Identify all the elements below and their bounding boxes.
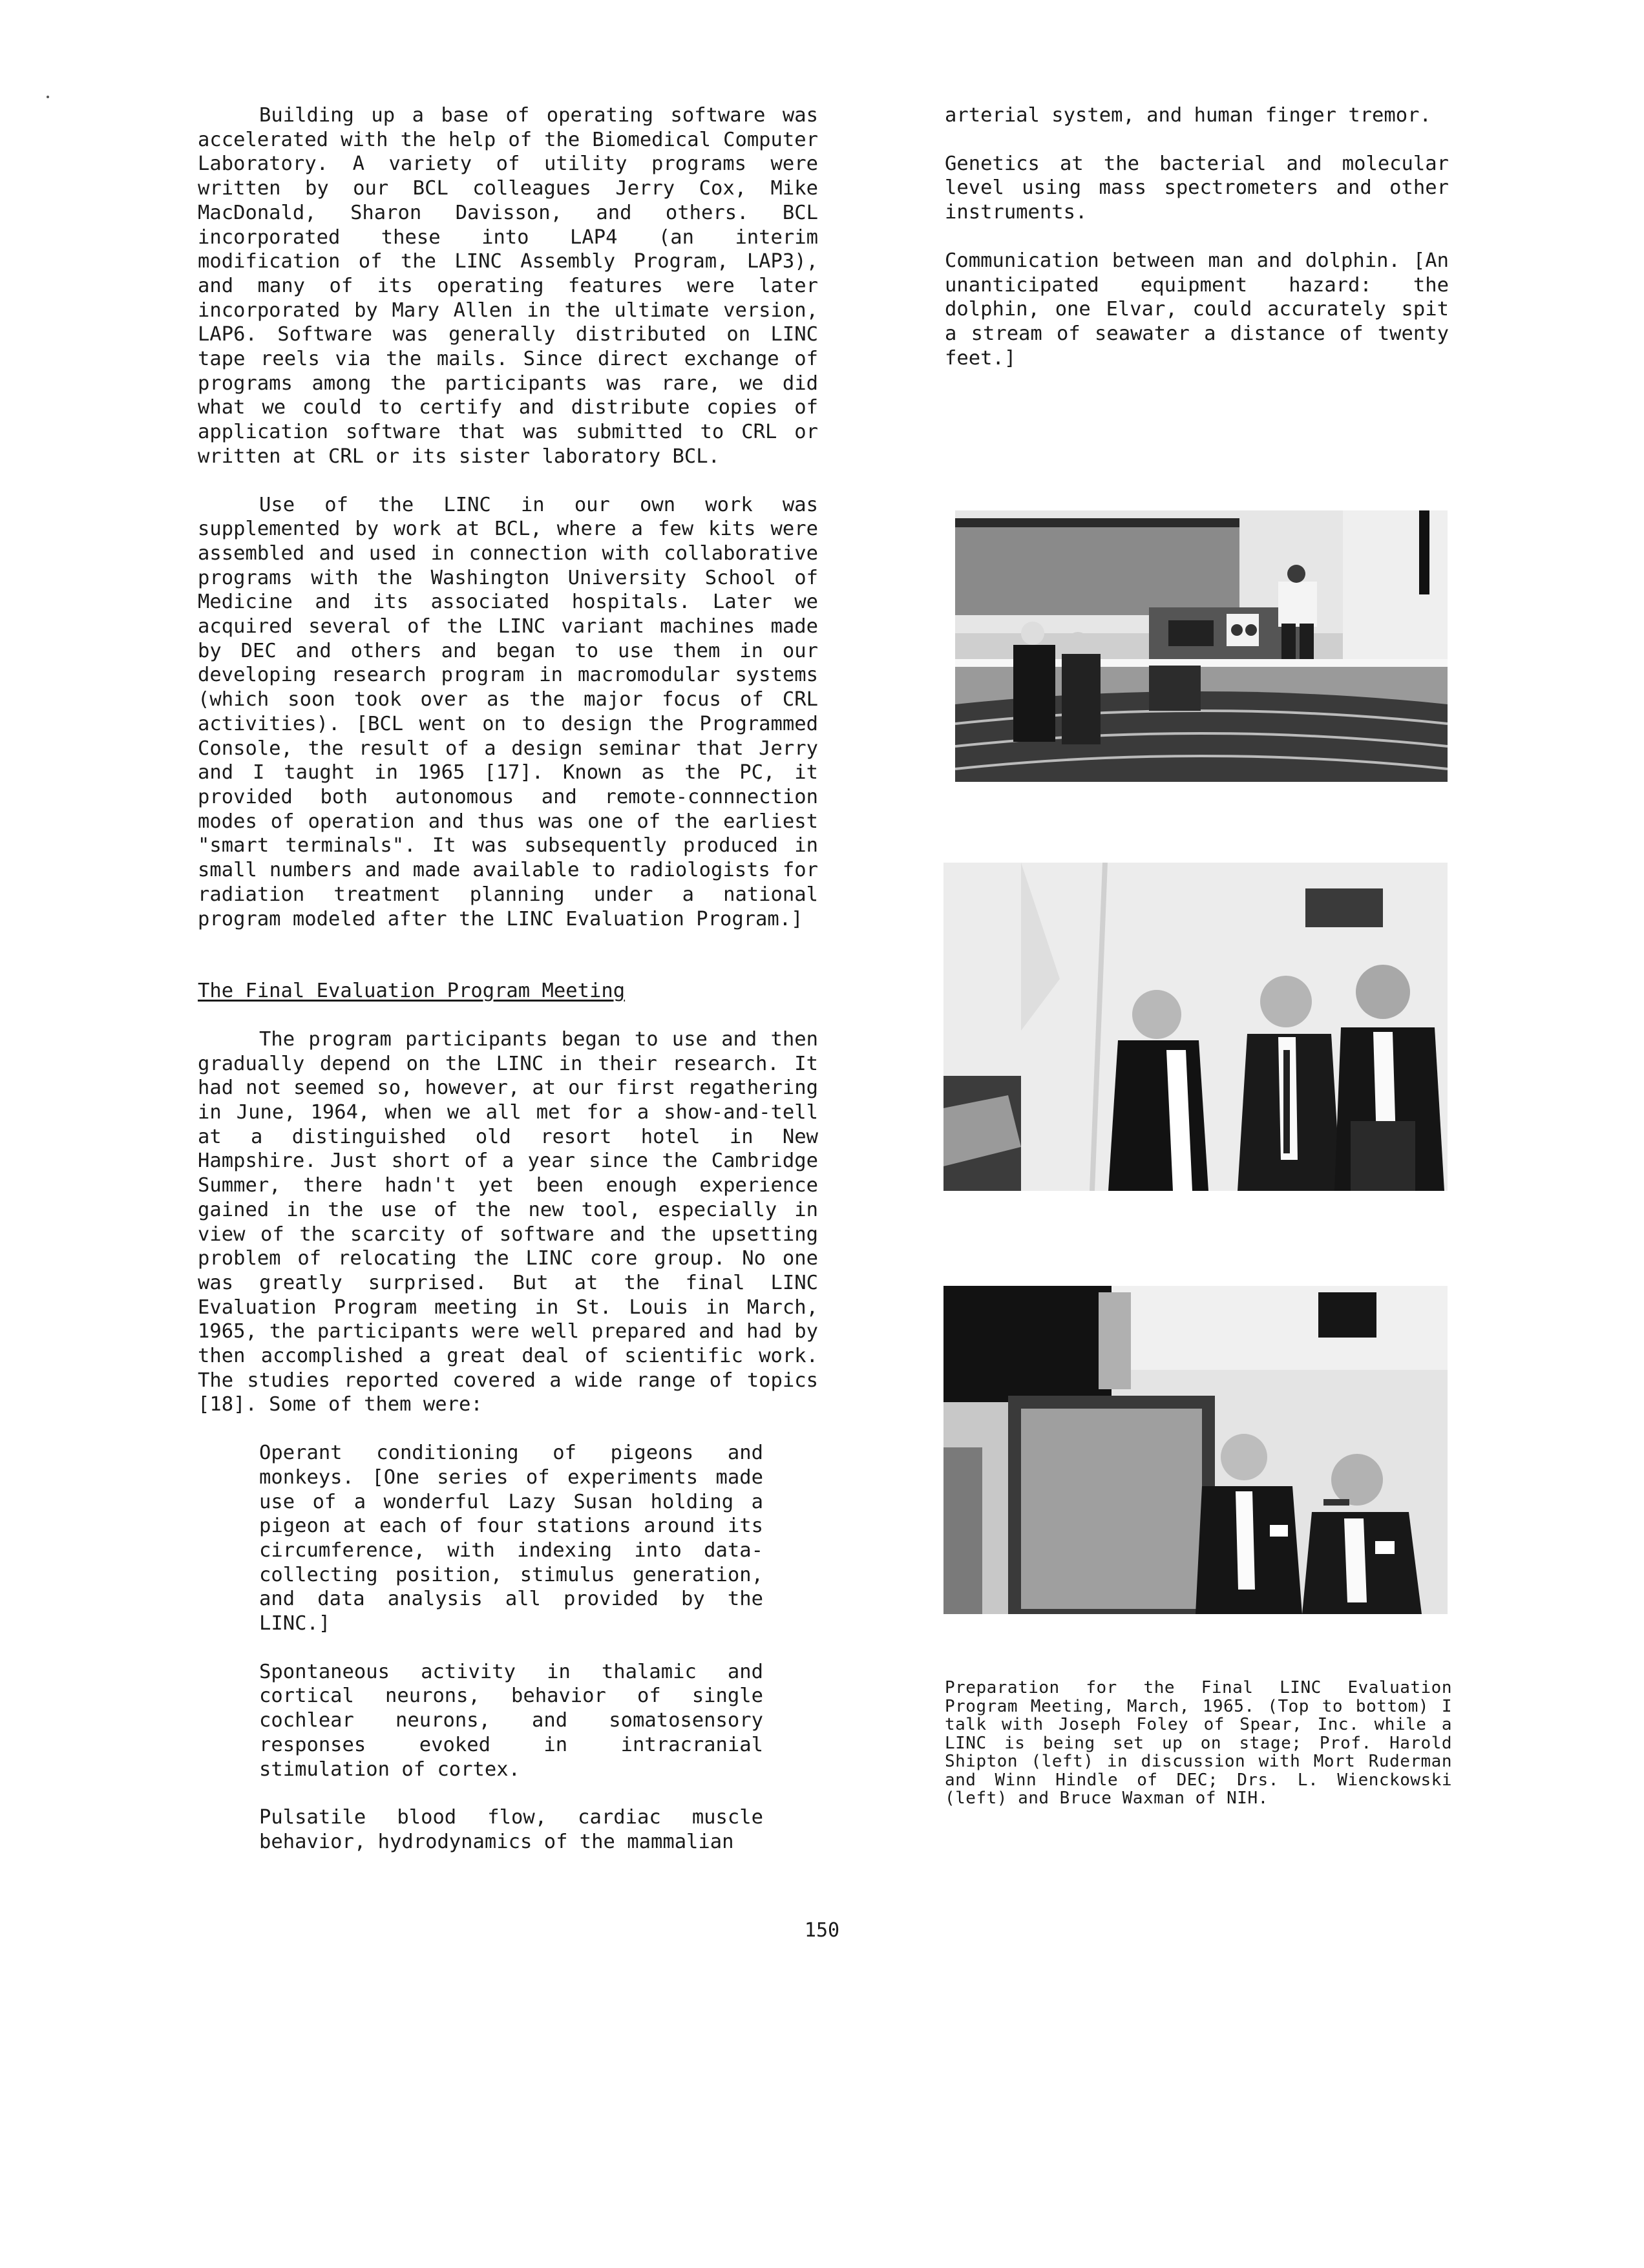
page-number: 150: [804, 1919, 840, 1942]
list-item: arterial system, and human finger tremor.: [945, 104, 1431, 127]
topic-list: [259, 1441, 763, 1854]
list-item: Spontaneous activity in thalamic and cortical neurons, behavior of single cochlear neurons, and somatosensory responses evoked in intracranial stimulation of cortex.: [259, 1660, 763, 1781]
list-item: Genetics at the bacterial and molecular level using mass spectrometers and other instruments.: [945, 152, 1449, 224]
right-column: [945, 103, 1449, 370]
paragraph-software: Building up a base of operating software was accelerated with the help of the Biomedical Computer Laboratory. A variety of utility programs were written by our BCL colleagues Jerry Cox, Mike MacDonald, Sharon Davisson, and others. BCL incorporated these into LAP4 (an interim modification of the LINC Assembly Program, LAP3), and many of its operating features were later incorporated by Mary Allen in the ultimate version, LAP6. Software was generally distributed on LINC tape reels via the mails. Since direct exchange of programs among the participants was rare, we did what we could to certify and distribute copies of application software that was submitted to CRL or written at CRL or its sister laboratory BCL.: [198, 104, 818, 468]
paragraph-participants: The program participants began to use and then gradually depend on the LINC in their research. It had not seemed so, however, at our first regathering in June, 1964, when we all met for a show-and-tell at a distinguished old resort hotel in New Hampshire. Just short of a year since the Cambridge Summer, there hadn't yet been enough experience gained in the use of the new tool, especially in view of the scarcity of software and the upsetting problem of relocating the LINC core group. No one was greatly surprised. But at the final LINC Evaluation Program meeting in St. Louis in March, 1965, the participants were well prepared and had by then accomplished a great deal of scientific work. The studies reported covered a wide range of topics [18]. Some of them were:: [198, 1027, 818, 1416]
list-item: Operant conditioning of pigeons and monkeys. [One series of experiments made use of a wonderful Lazy Susan holding a pigeon at each of four stations around its circumference, with indexing into data-collecting position, stimulus generation, and data analysis all provided by the LINC.]: [259, 1442, 763, 1635]
photo-linc-stage: [955, 510, 1448, 782]
scan-speck: [47, 96, 49, 98]
photo-nih: [943, 1286, 1448, 1614]
paragraph-linc-use: Use of the LINC in our own work was supplemented by work at BCL, where a few kits were assembled and used in connection with collaborative programs with the Washington University School of Medicine and its associated hospitals. Later we acquired several of the LINC variant machines made by DEC and others and began to use them in our developing research program in macromodular systems (which soon took over as the major focus of CRL activities). [BCL went on to design the Programmed Console, the result of a design seminar that Jerry and I taught in 1965 [17]. Known as the PC, it provided both autonomous and remote-connnection modes of operation and thus was one of the earliest "smart terminals". It was subsequently produced in small numbers and made available to radiologists for radiation treatment planning under a national program modeled after the LINC Evaluation Program.]: [198, 493, 818, 930]
photo-shipton-dec: [943, 863, 1448, 1191]
list-item: Pulsatile blood flow, cardiac muscle behavior, hydrodynamics of the mammalian: [259, 1806, 763, 1853]
left-column: [198, 103, 818, 1854]
section-heading: The Final Evaluation Program Meeting: [198, 980, 626, 1003]
photo-caption: Preparation for the Final LINC Evaluation Program Meeting, March, 1965. (Top to bottom) I talk with Joseph Foley of Spear, Inc. while a LINC is being set up on stage; Prof. Harold Shipton (left) in discussion with Mort Ruderman and Winn Hindle of DEC; Drs. L. Wienckowski (left) and Bruce Waxman of NIH.: [945, 1678, 1452, 1808]
list-item: Communication between man and dolphin. [An unanticipated equipment hazard: the dolphin, one Elvar, could accurately spit a stream of seawater a distance of twenty feet.]: [945, 249, 1449, 370]
